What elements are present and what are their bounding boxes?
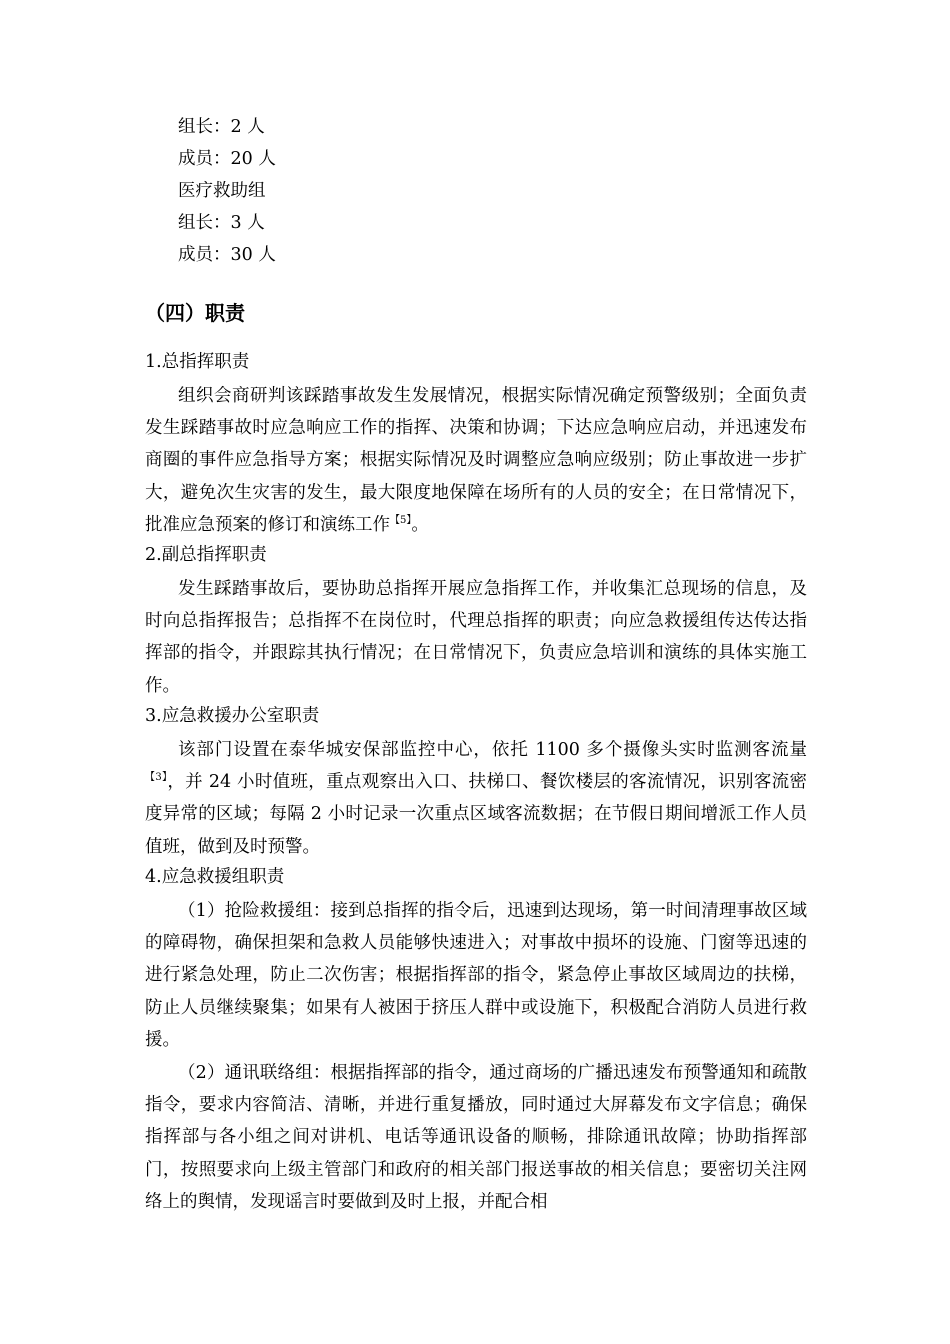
paragraph-text: 组织会商研判该踩踏事故发生发展情况，根据实际情况确定预警级别；全面负责发生踩踏事故时应急响应工作的指挥、决策和协调；下达应急响应启动，并迅速发布商圈的事件应急指导方案；根据实际情况及时调整应急响应级别；防止事故进一步扩大，避免次生灾害的发生，最大限度地保障在场所有的人员的安全；在日常情况下，批准应急预案的修订和演练工作 (145, 386, 807, 535)
item-title-4: 4.应急救援组职责 (145, 867, 285, 887)
item-paragraph-1 (145, 380, 807, 541)
citation-ref: 【5】 (390, 514, 412, 526)
list-line-leader-count-2: 组长：3 人 (178, 213, 265, 233)
item-title-3: 3.应急救援办公室职责 (145, 706, 320, 726)
citation-ref: 【3】 (145, 772, 168, 784)
item-paragraph-2: 发生踩踏事故后，要协助总指挥开展应急指挥工作，并收集汇总现场的信息，及时向总指挥报告；总指挥不在岗位时，代理总指挥的职责；向应急救援组传达传达指挥部的指令，并跟踪其执行情况；在日常情况下，负责应急培训和演练的具体实施工作。 (145, 579, 807, 696)
list-line-member-count-1: 成员：20 人 (178, 149, 276, 169)
list-line-leader-count-1: 组长：2 人 (178, 117, 265, 137)
item-subparagraph-1: （1）抢险救援组：接到总指挥的指令后，迅速到达现场，第一时间清理事故区域的障碍物，确保担架和急救人员能够快速进入；对事故中损坏的设施、门窗等迅速的进行紧急处理，防止二次伤害；根据指挥部的指令，紧急停止事故区域周边的扶梯，防止人员继续聚集；如果有人被困于挤压人群中或设施下，积极配合消防人员进行救援。 (145, 901, 807, 1050)
list-line-member-count-2: 成员：30 人 (178, 245, 276, 265)
section-heading: （四）职责 (145, 301, 245, 325)
paragraph-text-end: 。 (411, 514, 429, 535)
item-subparagraph-2: （2）通讯联络组：根据指挥部的指令，通过商场的广播迅速发布预警通知和疏散指令，要求内容简洁、清晰，并进行重复播放，同时通过大屏幕发布文字信息；确保指挥部与各小组之间对讲机、电话等通讯设备的顺畅，排除通讯故障；协助指挥部门，按照要求向上级主管部门和政府的相关部门报送事故的相关信息；要密切关注网络上的舆情，发现谣言时要做到及时上报，并配合相 (145, 1063, 807, 1212)
item-paragraph-3 (145, 734, 807, 863)
list-line-medical-group: 医疗救助组 (178, 181, 266, 201)
item-title-2: 2.副总指挥职责 (145, 545, 267, 565)
paragraph-text-end: ，并 24 小时值班，重点观察出入口、扶梯口、餐饮楼层的客流情况，识别客流密度异常的区域；每隔 2 小时记录一次重点区域客流数据；在节假日期间增派工作人员值班，做到及时预警。 (145, 772, 807, 857)
paragraph-text: 该部门设置在泰华城安保部监控中心，依托 1100 多个摄像头实时监测客流量 (178, 740, 807, 760)
item-title-1: 1.总指挥职责 (145, 352, 250, 372)
